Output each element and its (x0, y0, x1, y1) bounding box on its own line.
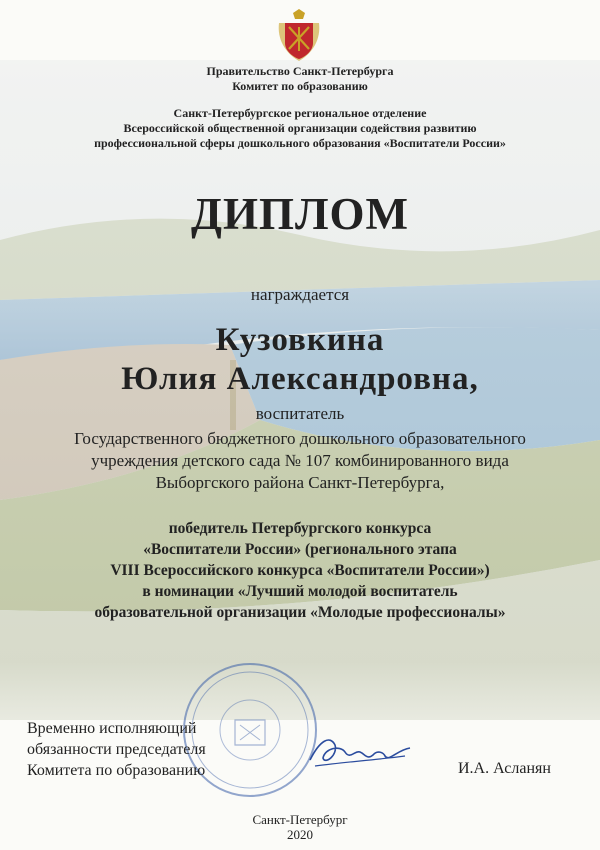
org-line: профессиональной сферы дошкольного образования «Воспитатели России» (94, 136, 506, 150)
achievement-line: образовательной организации «Молодые профессионалы» (94, 604, 506, 621)
signature-mark (305, 730, 415, 775)
signatory-line: обязанности председателя (27, 741, 206, 758)
signatory-name: И.А. Асланян (458, 760, 551, 777)
recipient-org-line: учреждения детского сада № 107 комбинированного вида (91, 451, 509, 470)
achievement-line: VIII Всероссийского конкурса «Воспитатели России») (110, 562, 490, 579)
saint-petersburg-coat-of-arms-icon (275, 9, 323, 65)
recipient-organization (0, 428, 600, 494)
org-line: Санкт-Петербургское региональное отделение (173, 106, 427, 120)
recipient-surname: Кузовкина (215, 322, 385, 358)
header-government: Правительство Санкт-Петербурга (206, 64, 394, 78)
org-line: Всероссийской общественной организации содействия развитию (123, 121, 477, 135)
achievement-line: победитель Петербургского конкурса (168, 520, 432, 537)
awarded-label: награждается (250, 285, 350, 304)
recipient-org-line: Государственного бюджетного дошкольного образовательного (74, 429, 526, 448)
diploma-title: ДИПЛОМ (191, 189, 409, 239)
footer-city: Санкт-Петербург (252, 812, 348, 827)
recipient-position: воспитатель (255, 404, 345, 423)
government-header (0, 64, 600, 94)
signatory-line: Комитета по образованию (27, 762, 206, 779)
achievement-line: в номинации «Лучший молодой воспитатель (142, 583, 458, 600)
footer-year: 2020 (287, 827, 313, 842)
recipient-org-line: Выборгского района Санкт-Петербурга, (155, 473, 445, 492)
header-committee: Комитет по образованию (232, 79, 368, 93)
footer (0, 812, 600, 842)
signatory-line: Временно исполняющий (27, 720, 197, 737)
recipient-given-names: Юлия Александровна, (121, 361, 479, 397)
achievement-text (0, 518, 600, 623)
organization-header (0, 106, 600, 151)
achievement-line: «Воспитатели России» (регионального этапа (143, 541, 457, 558)
signatory-title (27, 718, 206, 781)
